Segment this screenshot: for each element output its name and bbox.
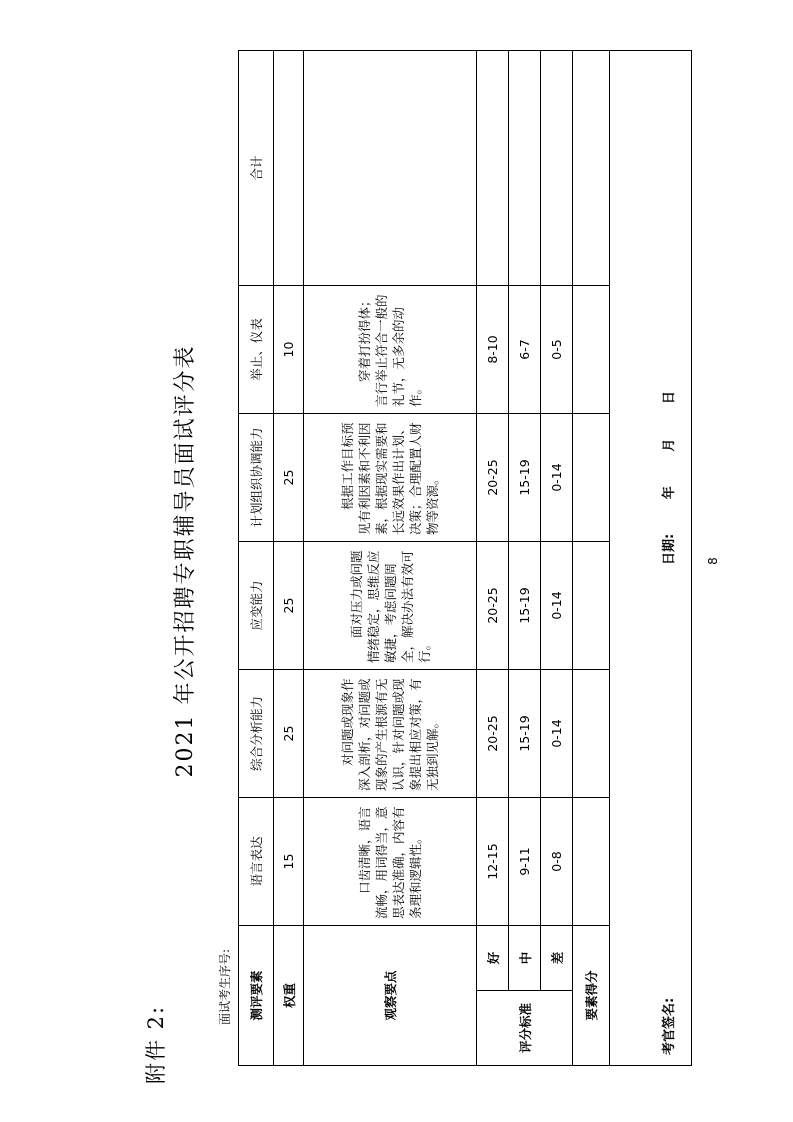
score-range: 15-19	[509, 541, 541, 669]
date-label: 日期: 年 月 日	[662, 391, 677, 565]
score-range: 0-14	[541, 413, 573, 541]
score-range: 0-5	[541, 285, 573, 413]
table-row-header	[239, 50, 274, 1065]
points-header: 观察要点	[304, 925, 477, 1065]
table-row-good	[477, 50, 509, 1065]
score-cell[interactable]	[573, 541, 610, 669]
page-title: 2021 年公开招聘专职辅导员面试评分表	[173, 344, 198, 778]
score-range: 20-25	[477, 413, 509, 541]
score-range: 6-7	[509, 285, 541, 413]
signature-row	[610, 50, 692, 1065]
score-range: 0-8	[541, 797, 573, 925]
item-header: 测评要素	[239, 925, 274, 1065]
score-range: 20-25	[477, 541, 509, 669]
table-row-poor	[541, 50, 573, 1065]
total-cell	[304, 50, 477, 285]
table-row-points	[304, 50, 477, 1065]
total-header: 合计	[239, 50, 274, 285]
score-range: 0-14	[541, 541, 573, 669]
weight-header: 权重	[274, 925, 304, 1065]
column-name: 计划组织协调能力	[239, 413, 274, 541]
column-name: 应变能力	[239, 541, 274, 669]
score-header: 要素得分	[573, 925, 610, 1065]
observation-points: 口齿清晰，语言流畅，用词得当，意思表达准确，内容有条理和逻辑性。	[304, 797, 477, 925]
total-cell	[274, 50, 304, 285]
column-name: 举止、仪表	[239, 285, 274, 413]
score-range: 20-25	[477, 669, 509, 797]
column-name: 语言表达	[239, 797, 274, 925]
table-row-signature	[610, 50, 692, 1065]
total-score-cell[interactable]	[573, 50, 610, 285]
score-range: 0-14	[541, 669, 573, 797]
grade-poor: 差	[541, 925, 573, 990]
grade-good: 好	[477, 925, 509, 990]
score-table	[238, 50, 692, 1066]
observation-points: 对问题或现象作深入剖析，对问题或现象的产生根源有无认识，针对问题或现象提出相应对策，有无独到见解。	[304, 669, 477, 797]
score-range: 12-15	[477, 797, 509, 925]
score-cell[interactable]	[573, 797, 610, 925]
table-row-medium	[509, 50, 541, 1065]
total-cell	[541, 50, 573, 285]
observation-points: 穿着打扮得体；言行举止符合一般的礼节，无多余的动作。	[304, 285, 477, 413]
score-cell[interactable]	[573, 669, 610, 797]
weight-value: 25	[274, 541, 304, 669]
score-range: 15-19	[509, 669, 541, 797]
page-number: 8	[706, 557, 720, 565]
total-cell	[477, 50, 509, 285]
observation-points: 根据工作目标预见有利因素和不利因素，根据现实需要和长远效果作出计划、决策；合理配置人财物等资源。	[304, 413, 477, 541]
table-row-weight	[274, 50, 304, 1065]
score-range: 9-11	[509, 797, 541, 925]
total-cell	[509, 50, 541, 285]
examinee-number-label: 面试考生序号:	[218, 948, 232, 1025]
weight-value: 25	[274, 413, 304, 541]
score-range: 15-19	[509, 413, 541, 541]
column-name: 综合分析能力	[239, 669, 274, 797]
weight-value: 25	[274, 669, 304, 797]
score-cell[interactable]	[573, 413, 610, 541]
weight-value: 15	[274, 797, 304, 925]
table-row-score	[573, 50, 610, 1065]
weight-value: 10	[274, 285, 304, 413]
grade-medium: 中	[509, 925, 541, 990]
examiner-signature-label: 考官签名:	[662, 997, 677, 1055]
score-range: 8-10	[477, 285, 509, 413]
observation-points: 面对压力或问题情绪稳定，思维反应敏捷，考虑问题周全，解决办法有效可行。	[304, 541, 477, 669]
standard-header: 评分标准	[477, 991, 573, 1066]
score-cell[interactable]	[573, 285, 610, 413]
attachment-label: 附件 2:	[144, 1004, 168, 1084]
